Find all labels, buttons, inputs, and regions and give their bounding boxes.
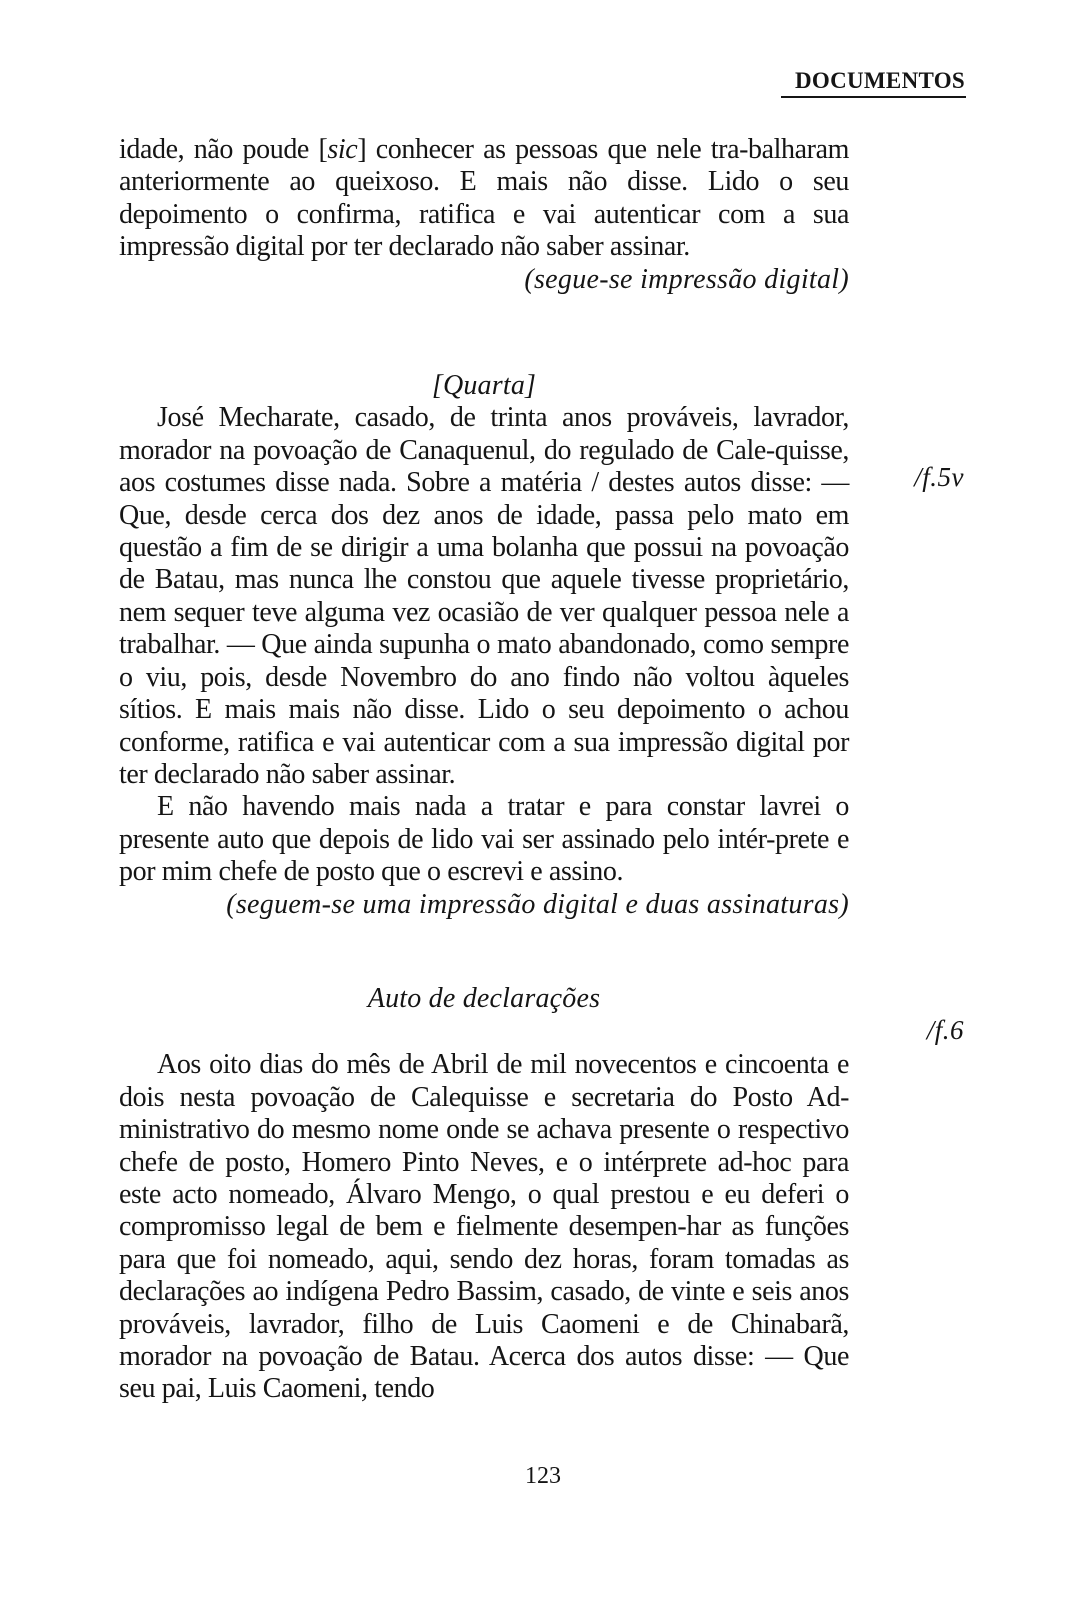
page-number: 123 <box>525 1463 561 1489</box>
quarta-word: Quarta <box>442 370 526 402</box>
closing-paragraph: E não havendo mais nada a tratar e para constar lavrei o presente auto que depois de lido vai ser assinado pelo intér-prete e por mim chefe de posto que o escrevi e assino. <box>119 791 849 888</box>
auto-title: Auto de declarações <box>367 982 601 1014</box>
text-segment: idade, não poude [ <box>119 134 328 165</box>
declaration-paragraph: Aos oito dias do mês de Abril de mil novecentos e cincoenta e dois nesta povoação de Calequisse e secretaria do Posto Ad-ministrativo do mesmo nome onde se achava presente o respectivo chefe de posto, Homero Pinto Neves, e o intérprete ad-hoc para este acto nomeado, Álvaro Mengo, o qual prestou e eu deferi o compromisso legal de bem e fielmente desempen-har as funções para que foi nomeado, aqui, sendo dez horas, foram tomadas as declarações ao indígena Pedro Bassim, casado, de vinte e seis anos prováveis, lavrador, filho de Luis Caomeni e de Chinabarã, morador na povoação de Batau. Acerca dos autos disse: — Que seu pai, Luis Caomeni, tendo <box>119 1049 849 1405</box>
bracket-open: [ <box>431 370 443 402</box>
fingerprint-note: (segue-se impressão digital) <box>524 263 849 295</box>
testimony-paragraph: José Mecharate, casado, de trinta anos prováveis, lavrador, morador na povoação de Canaquenul, do regulado de Cale-quisse, aos costumes disse nada. Sobre a matéria / destes autos disse: — Que, desde cerca dos dez anos de idade, passa pelo mato em questão a fim de se dirigir a uma bolanha que possui na povoação de Batau, mas nunca lhe constou que aquele tivesse proprietário, nem sequer teve alguma vez ocasião de ver qualquer pessoa nele a trabalhar. — Que ainda supunha o mato abandonado, como sempre o viu, pois, desde Novembro do ano findo não voltou àqueles sítios. E mais mais não disse. Lido o seu depoimento o achou conforme, ratifica e vai autenticar com a sua impressão digital por ter declarado não saber assinar. <box>119 402 849 790</box>
header-underline <box>781 96 966 98</box>
sic-marker: sic <box>327 134 358 165</box>
continuation-paragraph <box>119 134 849 264</box>
signatures-note: (seguem-se uma impressão digital e duas assinaturas) <box>226 888 849 920</box>
spacer <box>119 921 849 983</box>
quarta-heading <box>119 370 849 402</box>
text-segment: ] conhecer as pessoas que nele tra-balharam anteriormente ao queixoso. E mais não disse. Lido o seu depoimento o confirma, ratifica e vai autenticar com a sua impressão digital por ter declarado não saber assinar. <box>119 134 849 263</box>
text-column <box>119 134 849 1406</box>
spacer <box>119 296 849 370</box>
spacer <box>119 1015 849 1049</box>
bracket-close: ] <box>525 370 537 402</box>
folio-marker: /f.6 <box>926 1015 964 1045</box>
running-header: DOCUMENTOS <box>795 68 965 93</box>
folio-marker: /f.5v <box>914 462 964 492</box>
